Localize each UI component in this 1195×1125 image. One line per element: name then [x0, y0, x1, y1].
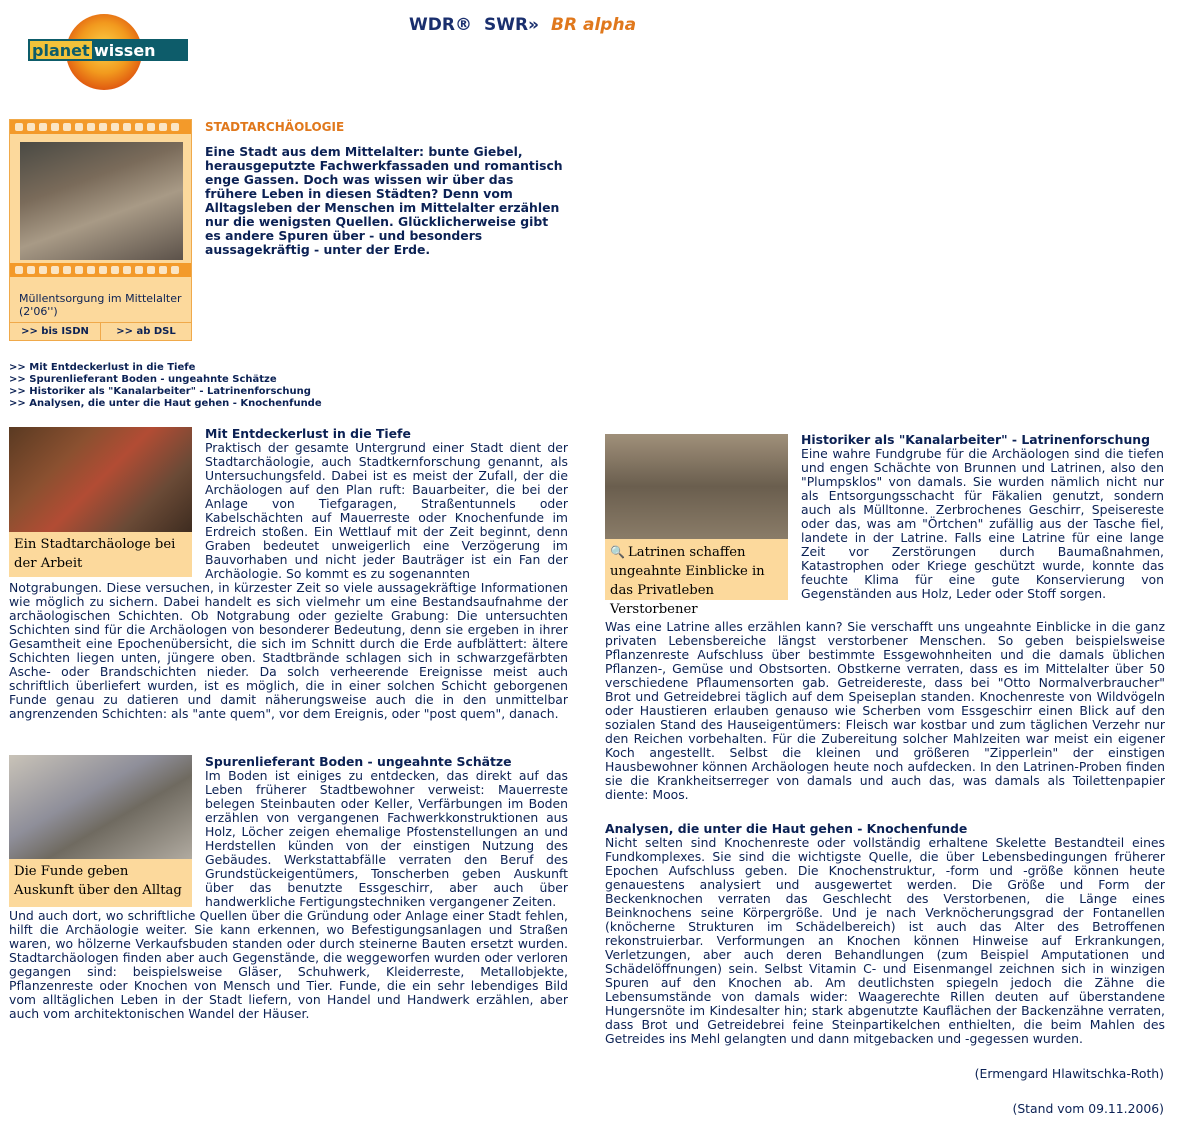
- video-caption: Müllentsorgung im Mittelalter (2'06''): [19, 292, 182, 318]
- section-heading: Mit Entdeckerlust in die Tiefe: [205, 426, 411, 441]
- section-text: Eine wahre Fundgrube für die Archäologen sind die tiefen und engen Schächte von Brunnen und Latrinen, also den "Plumpsklos" von damals. Sie wurden nämlich nicht nur als Entsorgungsschacht für Fäkalien genutzt, sondern auch als Mülltonne. Zerbrochenes Geschirr, Speisereste oder das, was am "Örtchen" zufällig aus der Tasche fiel, landete in der Latrine. Falls eine Latrine für eine lange Zeit vor Zerstörungen durch Baumaßnahmen, Katastrophen oder Kriege geschützt wurde, konnte das feuchte Klima für eine gute Konservierung von Gegenständen aus Holz, Leder oder Stoff sorgen.: [801, 446, 1164, 601]
- section-heading: Analysen, die unter die Haut gehen - Knochenfunde: [605, 821, 968, 836]
- page-title: STADTARCHÄOLOGIE: [205, 120, 345, 134]
- planet-wissen-logo[interactable]: [18, 12, 190, 92]
- section-text: Notgrabungen. Diese versuchen, in kürzester Zeit so viele aussagekräftige Informationen wie möglich zu sichern. Dabei handelt es sich vielmehr um eine Bestandsaufnahme der archäologischen Schichten. Ob Notgrabung oder gezielte Grabung: Die untersuchten Schichten sind für die Archäologen von besonderer Bedeutung, denn sie ergeben in ihrer Gesamtheit eine Epochenübersicht, die sich im Schnitt durch die Erde aufblättert: ältere Schichten liegen unten, jüngere oben. Stadtbrände schlagen sich in schwarzgefärbten Asche- oder Brandschichten nieder. Da solch verheerende Ereignisse meist auch schriftlich überliefert wurden, ist es möglich, die in einer solchen Schicht geborgenen Funde genau zu datieren und damit näherungsweise auch die in den unmittelbar angrenzenden Schichten: als "ante quem", vor dem Ereignis, oder "post quem", danach.: [9, 580, 568, 721]
- photo-shards: [9, 755, 192, 859]
- film-strip-bottom: [10, 263, 191, 277]
- partner-logos: [409, 14, 636, 36]
- magnifier-icon[interactable]: 🔍: [610, 545, 625, 559]
- section-text: Im Boden ist einiges zu entdecken, das direkt auf das Leben früherer Stadtbewohner verweist: Mauerreste belegen Steinbauten oder Keller, Verfärbungen im Boden erzählen von vergangenen Fachwerkkonstruktionen aus Holz, Löcher zeigen ehemalige Pfostenstellungen an und Herdstellen künden von der einstigen Nutzung des Gebäudes. Werkstattabfälle verraten den Beruf des Grundstückeigentümers, Tonscherben geben Auskunft über das benutzte Essgeschirr, aber auch über handwerkliche Fertigungstechniken vergangener Zeiten.: [205, 768, 568, 909]
- figure-stadtarchaeologe: [9, 427, 192, 577]
- toc-link-latrinenforschung[interactable]: >> Historiker als "Kanalarbeiter" - Latrinenforschung: [9, 386, 311, 397]
- video-thumbnail[interactable]: [20, 142, 183, 260]
- figure-latrinen: [605, 434, 788, 617]
- toc-link-spurenlieferant[interactable]: >> Spurenlieferant Boden - ungeahnte Schätze: [9, 374, 277, 385]
- video-teaser: [9, 119, 192, 341]
- figure-funde: [9, 755, 192, 907]
- figure-caption: Die Funde geben Auskunft über den Alltag: [14, 864, 182, 898]
- photo-latrines: [605, 434, 788, 539]
- section-text: Was eine Latrine alles erzählen kann? Sie verschafft uns ungeahnte Einblicke in die ganz privaten Lebensbereiche längst verstorbener Menschen. So geben beispielsweise Pflanzenreste Aufschluss über bestimmte Essgewohnheiten und die damals üblichen Pflanzen-, Gemüse und Obstsorten. Obstkerne verraten, dass es im Mittelalter über 50 verschiedene Pflaumensorten gab. Getreidereste, dass bei "Otto Normalverbraucher" Brot und Getreidebrei täglich auf dem Speiseplan standen. Knochenreste von Wildvögeln oder Haustieren erlauben genauso wie Scherben vom Essgeschirr einen Blick auf den sozialen Stand des Hauseigentümers: Fleisch war kostbar und zum täglichen Verzehr nur den Reichen vorbehalten. Für die Zubereitung solcher Mahlzeiten war meist ein eigener Koch angestellt. Selbst die kleinen und größeren "Zipperlein" der einstigen Hausbewohner können Archäologen heute noch aufdecken. In den Latrinen-Proben finden sie die Krankheitserreger von damals und auch das, was damals als Toilettenpapier diente: Moos.: [605, 619, 1165, 802]
- bralpha-logo[interactable]: BR alpha: [551, 15, 637, 35]
- photo-archaeologist: [9, 427, 192, 532]
- swr-logo[interactable]: SWR»: [483, 15, 540, 35]
- toc: [9, 362, 322, 410]
- video-link-dsl[interactable]: >> ab DSL: [100, 323, 191, 340]
- film-strip-top: [10, 120, 191, 134]
- svg-text:wissen: wissen: [94, 41, 156, 60]
- section-text: Nicht selten sind Knochenreste oder vollständig erhaltene Skelette Bestandteil eines Fundkomplexes. Sie sind die wichtigste Quelle, die über Lebensbedingungen früherer Epochen Aufschluss geben. Die Knochenstruktur, -form und -größe können heute genauestens analysiert und ausgewertet werden. Die Größe und Form der Beckenknochen verraten das Geschlecht des Verstorbenen, die Länge eines Beinknochens seine Körpergröße. Und je nach Verknöcherungsgrad der Fontanellen (knöcherne Strukturen im Schädelbereich) ist auch das Alter des Betroffenen rekonstruierbar. Verformungen an Knochen können Hinweise auf Erkrankungen, Verletzungen, aber auch deren Behandlungen (zum Beispiel Amputationen und Schädelöffnungen) sein. Selbst Vitamin C- und Eisenmangel zeichnen sich in winzigen Spuren auf den Knochen ab. Am deutlichsten spiegeln jedoch die Zähne die Lebensumstände von damals wider: Waagerechte Rillen deuten auf überstandene Hungersnöte im Kindesalter hin; stark abgenutzte Kauflächen der Backenzähne verraten, dass Brot und Getreidebrei feine Steinpartikelchen enthielten, die beim Mahlen des Getreides ins Mehl gelangten und dann mitgebacken und -gegessen wurden.: [605, 835, 1165, 1046]
- wdr-logo[interactable]: WDR®: [409, 15, 472, 35]
- section-heading: Historiker als "Kanalarbeiter" - Latrinenforschung: [801, 432, 1150, 447]
- video-link-isdn[interactable]: >> bis ISDN: [21, 326, 89, 337]
- section-text: Und auch dort, wo schriftliche Quellen über die Gründung oder Anlage einer Stadt fehlen, hilft die Archäologie weiter. Sie kann erkennen, wo Befestigungsanlagen und Straßen waren, wo hölzerne Verkaufsbuden standen oder durch steinerne Bauten ersetzt wurden. Stadtarchäologen finden aber auch Gegenstände, die weggeworfen wurden oder verloren gegangen sind: beispielsweise Gläser, Schuhwerk, Kleiderreste, Metallobjekte, Pflanzenreste oder Knochen von Mensch und Tier. Funde, die ein sehr lebendiges Bild vom alltäglichen Leben in der Stadt liefern, von Handel und Handwerk erzählen, aber auch vom architektonischen Wandel der Häuser.: [9, 908, 568, 1021]
- section-heading: Spurenlieferant Boden - ungeahnte Schätze: [205, 754, 512, 769]
- video-links: [10, 322, 191, 340]
- svg-text:planet: planet: [32, 41, 90, 60]
- toc-link-knochenfunde[interactable]: >> Analysen, die unter die Haut gehen - Knochenfunde: [9, 398, 322, 409]
- figure-caption[interactable]: [605, 539, 788, 622]
- author-credit: (Ermengard Hlawitschka-Roth): [974, 1066, 1164, 1081]
- section-text: Praktisch der gesamte Untergrund einer Stadt dient der Stadtarchäologie, auch Stadtkernforschung genannt, als Untersuchungsfeld. Dabei ist es meist der Zufall, der die Archäologen auf den Plan ruft: Bauarbeiter, die bei der Anlage von Tiefgaragen, Straßentunnels oder Kabelschächten auf Mauerreste oder Knochenfunde im Erdreich stoßen. Ein Wettlauf mit der Zeit beginnt, denn Graben bedeutet unweigerlich eine Verzögerung im Bauvorhaben und nicht jeder Bauträger ist ein Fan der Archäologie. So kommt es zu sogenannten: [205, 440, 568, 581]
- figure-caption-text: Latrinen schaffen ungeahnte Einblicke in das Privatleben Verstorbener: [610, 545, 765, 617]
- toc-link-entdeckerlust[interactable]: >> Mit Entdeckerlust in die Tiefe: [9, 362, 196, 373]
- date-stamp: (Stand vom 09.11.2006): [1012, 1101, 1164, 1116]
- intro-text: Eine Stadt aus dem Mittelalter: bunte Giebel, herausgeputzte Fachwerkfassaden und romantisch enge Gassen. Doch was wissen wir über das frühere Leben in diesen Städten? Denn vom Alltagsleben der Menschen im Mittelalter erzählen nur die wenigsten Quellen. Glücklicherweise gibt es andere Spuren über - und besonders aussagekräftig - unter der Erde.: [205, 144, 563, 257]
- figure-caption: Ein Stadtarchäologe bei der Arbeit: [14, 537, 176, 571]
